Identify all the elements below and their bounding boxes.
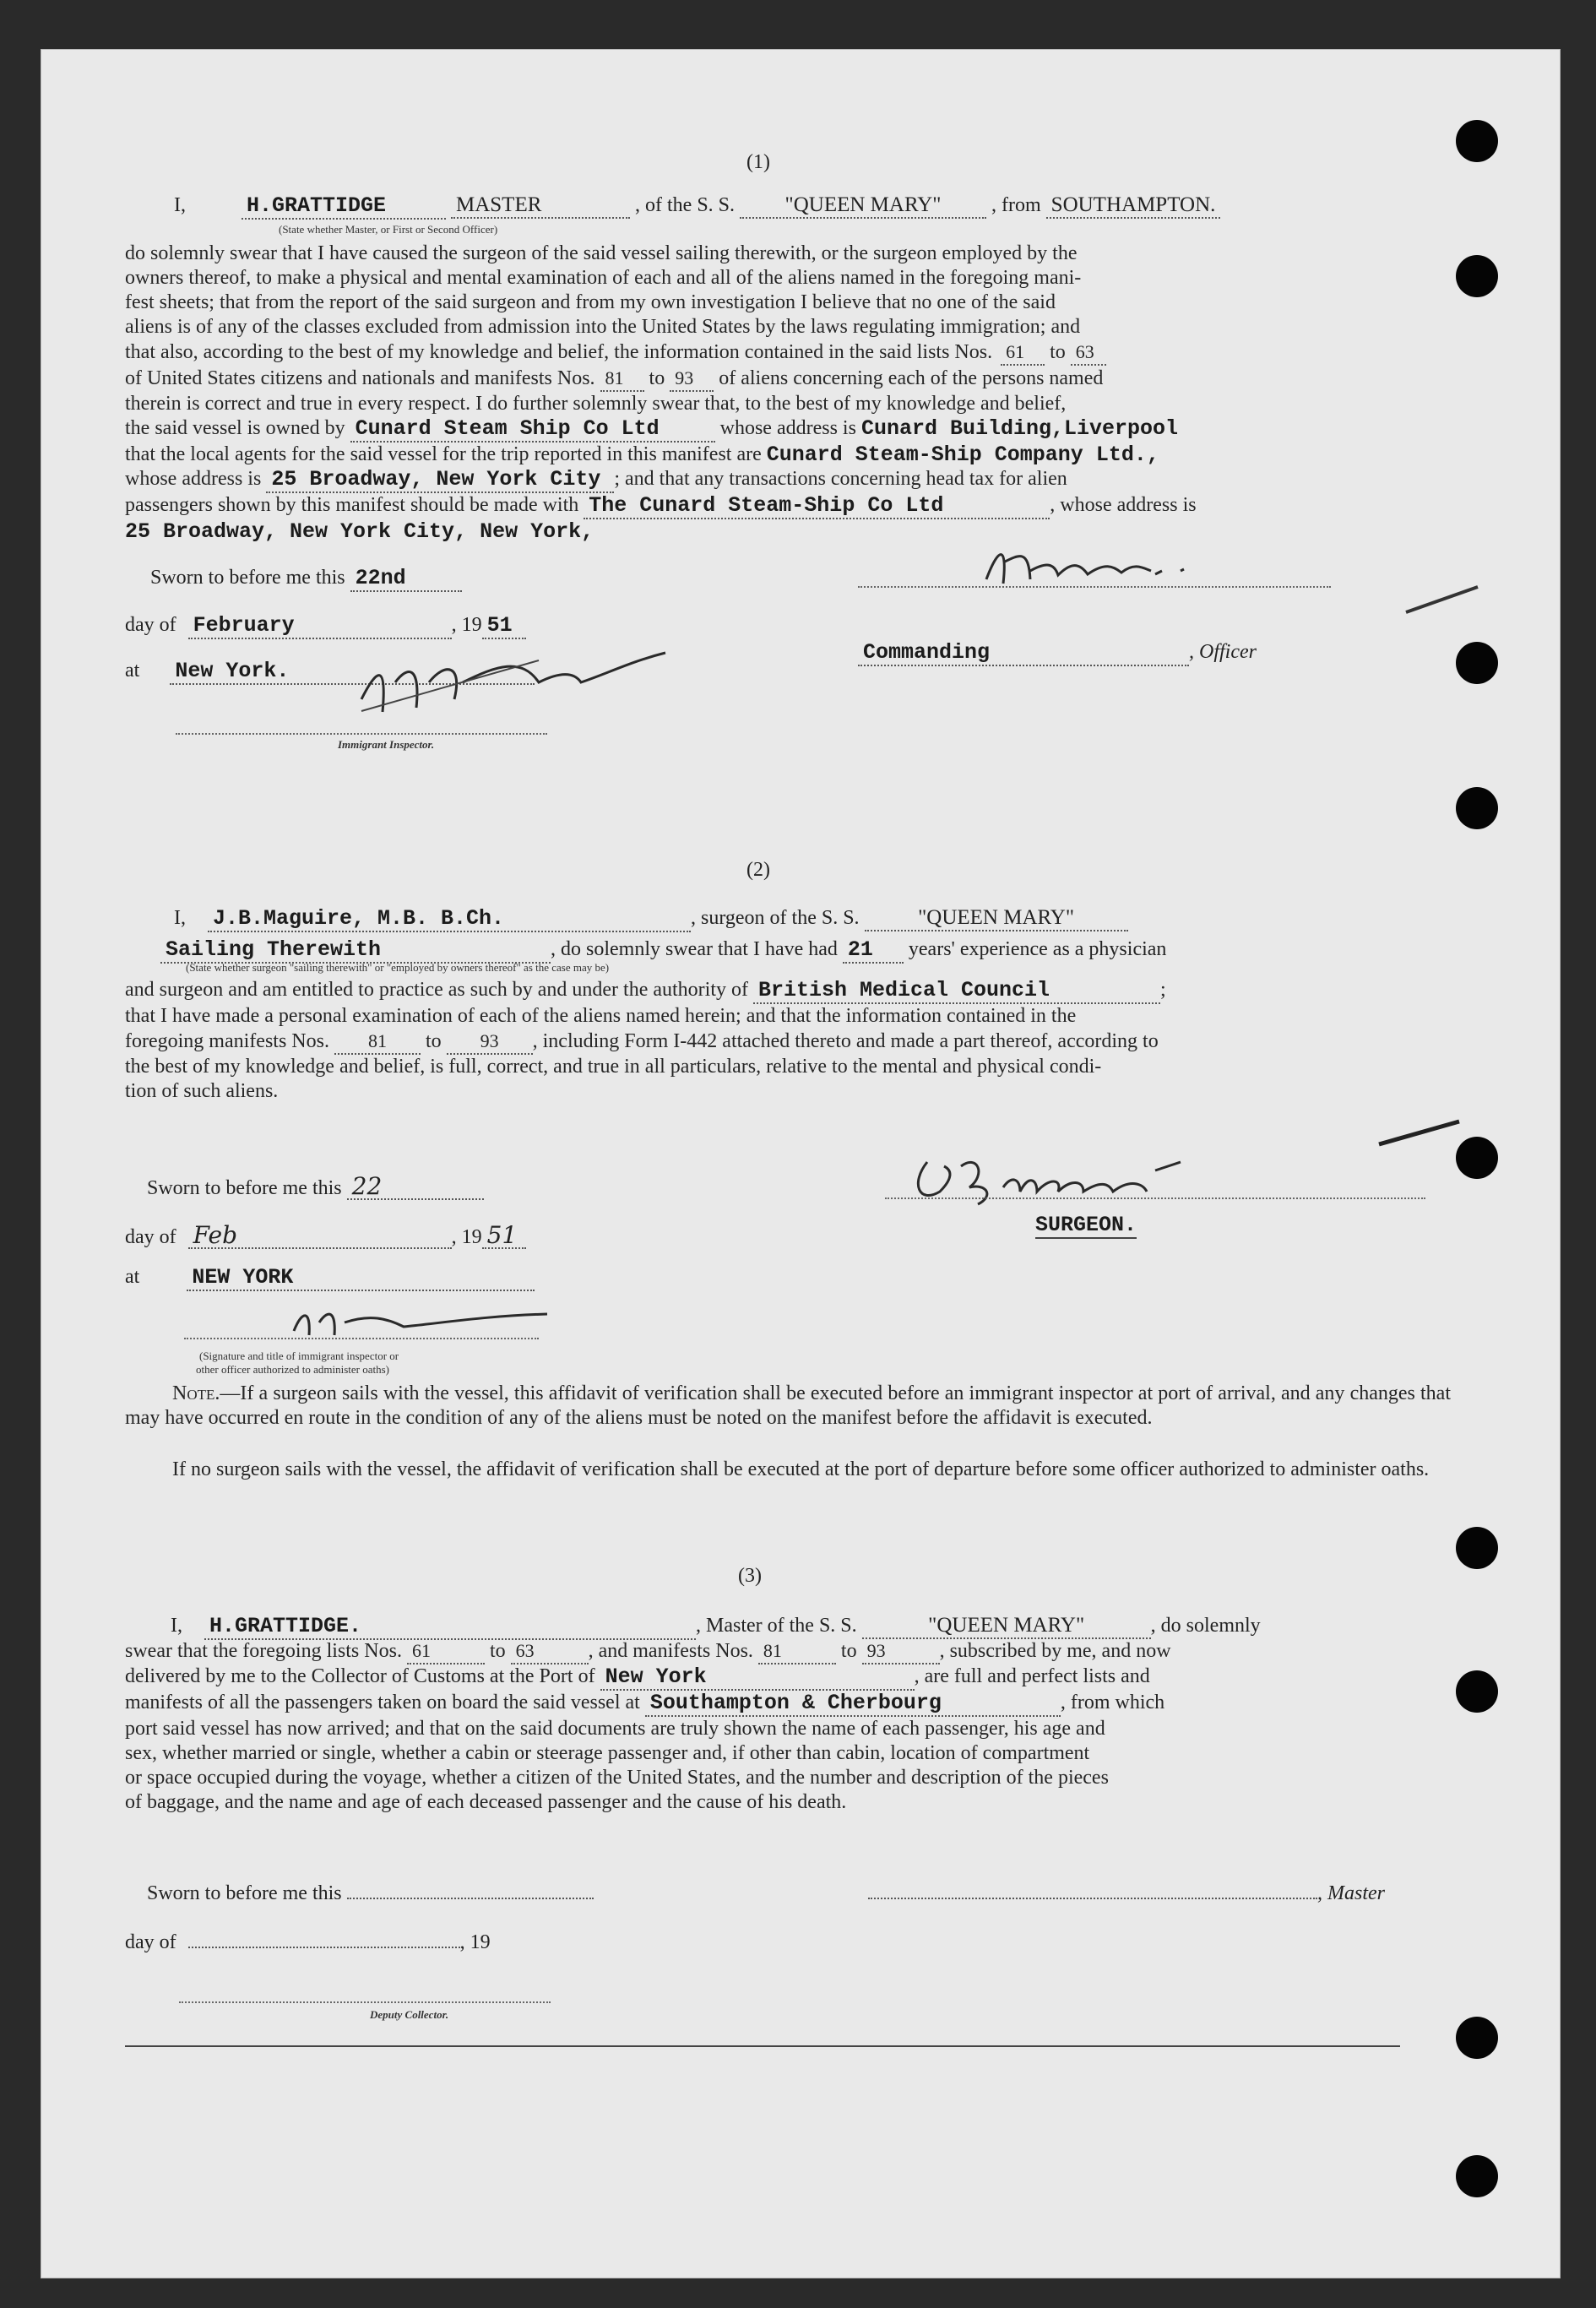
section-number-2: (2) — [746, 859, 770, 881]
s3-manifests-from: 81 — [758, 1638, 836, 1664]
para-line-manifests: of United States citizens and nationals and manifests Nos. 81 to 93 of aliens concerning each of the persons named — [125, 366, 1451, 392]
para-line: owners thereof, to make a physical and mental examination of each and all of the aliens named in the foregoing mani- — [125, 267, 1082, 289]
commanding-line: Commanding , Officer — [858, 640, 1257, 666]
master-signature — [978, 537, 1248, 596]
s3-port-line: delivered by me to the Collector of Customs at the Port of New York , are full and perfect lists and — [125, 1664, 1150, 1689]
collector-signature-line — [179, 2001, 551, 2003]
surgeon-paragraph — [125, 978, 1451, 1104]
sailing-field: Sailing Therewith — [160, 937, 551, 964]
surgeon-name-field: J.B.Maguire, M.B. B.Ch. — [208, 906, 691, 932]
para-line-headtax: passengers shown by this manifest should be made with The Cunard Steam-Ship Co Ltd , whose address is — [125, 493, 1197, 518]
lists-to-field: 63 — [1071, 339, 1106, 366]
para-line: fest sheets; that from the report of the said surgeon and from my own investigation I believe that no one of the said — [125, 291, 1056, 313]
sig-caption-2: other officer authorized to administer oaths) — [196, 1363, 389, 1376]
day-of-line-2: day of Feb , 19 51 — [125, 1223, 526, 1250]
note-text: —If a surgeon sails with the vessel, this affidavit of verification shall be executed before an immigrant inspector at port of arrival, and any changes that may have occurred en route in the condition of any of the aliens must be noted on the manifest before the affidavit is executed. — [125, 1382, 1451, 1429]
sworn-day-1: 22nd — [350, 566, 462, 592]
surgeon-title: SURGEON. — [1035, 1213, 1137, 1237]
oath-paragraph-1 — [125, 242, 1451, 544]
year-field-1: 51 — [482, 613, 526, 639]
inspector-caption: Immigrant Inspector. — [338, 738, 435, 751]
master-sign-line: , Master — [868, 1882, 1385, 1906]
headtax-address-field: 25 Broadway, New York City, New York, — [125, 519, 594, 544]
year-field-2: 51 — [482, 1223, 526, 1249]
sailing-line: Sailing Therewith , do solemnly swear that I have had 21 years' experience as a physician — [160, 937, 1166, 964]
s3-lists-from: 61 — [407, 1638, 485, 1664]
master-name-field: H.GRATTIDGE — [242, 193, 446, 220]
rank-caption: (State whether Master, or First or Second Officer) — [279, 223, 498, 236]
punch-hole — [1456, 2155, 1498, 2197]
para-line: of baggage, and the name and age of each deceased passenger and the cause of his death. — [125, 1791, 847, 1813]
punch-hole — [1456, 1670, 1498, 1713]
punch-hole — [1456, 1527, 1498, 1569]
s3-master-signature — [868, 1898, 1317, 1899]
para-line: tion of such aliens. — [125, 1080, 279, 1102]
para-line-owner: the said vessel is owned by Cunard Steam Ship Co Ltd whose address is Cunard Building,Liverpool — [125, 416, 1178, 441]
s3-embark-field: Southampton & Cherbourg — [645, 1691, 1061, 1717]
rank-field: MASTER — [451, 193, 630, 219]
s3-month-field — [188, 1947, 460, 1948]
punch-hole — [1456, 120, 1498, 162]
s3-master-name: H.GRATTIDGE. — [204, 1614, 696, 1640]
commanding-field: Commanding — [858, 640, 1189, 666]
para-line: port said vessel has now arrived; and that on the said documents are truly shown the name of each passenger, his age and — [125, 1718, 1105, 1740]
punch-hole — [1456, 2017, 1498, 2059]
oath-officer-line — [184, 1338, 539, 1339]
surgeon-manifests-to: 93 — [447, 1029, 533, 1055]
of-ss-text: , of the S. S. — [635, 194, 736, 216]
surgeon-ship-field: "QUEEN MARY" — [865, 905, 1128, 931]
day-of-line-3: day of , 19 — [125, 1931, 491, 1953]
authority-line: and surgeon and am entitled to practice as such by and under the authority of British Medical Council ; — [125, 978, 1166, 1002]
s3-lists-to: 63 — [511, 1638, 589, 1664]
month-field-1: February — [188, 613, 452, 639]
note-paragraph-2 — [125, 1458, 1451, 1482]
surgeon-manifests-line: foregoing manifests Nos. 81 to 93 , including Form I-442 attached thereto and made a part thereof, according to — [125, 1029, 1451, 1055]
to-word: to — [1050, 341, 1066, 363]
from-text: , from — [991, 194, 1041, 216]
punch-hole — [1456, 1137, 1498, 1179]
sailing-caption: (State whether surgeon "sailing therewith" or "employed by owners thereof" as the case may be) — [186, 961, 610, 974]
master-oath-line — [174, 193, 1220, 220]
surgeon-manifests-from: 81 — [334, 1029, 421, 1055]
inspector-signature-line — [176, 733, 547, 735]
para-line-lists: that also, according to the best of my knowledge and belief, the information contained in the said lists Nos. 61 to 63 — [125, 339, 1451, 366]
day-of-line-1: day of February , 19 51 — [125, 613, 526, 639]
note-label: Note. — [172, 1382, 220, 1404]
collector-paragraph — [125, 1638, 1451, 1815]
para-line: therein is correct and true in every respect. I do further solemnly swear that, to the best of my knowledge and belief, — [125, 393, 1067, 415]
i-label: I, — [174, 194, 186, 216]
section-number-1: (1) — [746, 151, 770, 173]
punch-hole — [1456, 787, 1498, 829]
s3-embark-line: manifests of all the passengers taken on board the said vessel at Southampton & Cherbourg , from which — [125, 1691, 1165, 1715]
collector-oath-line: I, H.GRATTIDGE. , Master of the S. S. "QUEEN MARY" , do solemnly — [171, 1614, 1261, 1638]
lists-from-field: 61 — [1001, 339, 1045, 366]
punch-hole — [1456, 642, 1498, 684]
para-line: that I have made a personal examination of each of the aliens named herein; and that the information contained in the — [125, 1005, 1077, 1027]
para-line: aliens is of any of the classes excluded from admission into the United States by the laws regulating immigration; and — [125, 316, 1081, 338]
manifest-page — [41, 49, 1561, 2278]
sig-caption-1: (Signature and title of immigrant inspector or — [199, 1350, 399, 1362]
para-line: or space occupied during the voyage, whether a citizen of the United States, and the number and description of the pieces — [125, 1767, 1109, 1789]
place-field-2: NEW YORK — [187, 1265, 535, 1291]
margin-pen-mark — [1402, 583, 1486, 616]
para-line: do solemnly swear that I have caused the surgeon of the said vessel sailing therewith, or the surgeon employed by the — [125, 242, 1078, 264]
agent-address-field: 25 Broadway, New York City — [266, 467, 614, 493]
s3-ship-field: "QUEEN MARY" — [862, 1613, 1151, 1639]
ship-name-field: "QUEEN MARY" — [740, 193, 986, 219]
ink-smudge — [345, 652, 547, 720]
s3-port-field: New York — [600, 1664, 915, 1691]
surgeon-signature — [902, 1145, 1257, 1213]
agents-field: Cunard Steam-Ship Company Ltd., — [766, 443, 1159, 467]
para-line: the best of my knowledge and belief, is full, correct, and true in all particulars, relative to the mental and physical condi- — [125, 1056, 1102, 1078]
margin-pen-mark — [1375, 1115, 1468, 1149]
para-line-agent-address: whose address is 25 Broadway, New York City ; and that any transactions concerning head tax for alien — [125, 467, 1067, 491]
sworn-day-2: 22 — [347, 1174, 484, 1200]
sworn-day-3 — [347, 1898, 594, 1899]
para-line-agents: that the local agents for the said vessel for the trip reported in this manifest are Cunard Steam-Ship Company Ltd., — [125, 443, 1159, 467]
collector-caption: Deputy Collector. — [370, 2008, 449, 2021]
section-number-3: (3) — [738, 1565, 762, 1587]
years-field: 21 — [843, 937, 904, 964]
oath-officer-signature — [277, 1297, 564, 1348]
at-line-1: at New York. — [125, 659, 535, 685]
punch-hole — [1456, 255, 1498, 297]
surgeon-oath-line: I, J.B.Maguire, M.B. B.Ch. , surgeon of the S. S. "QUEEN MARY" — [174, 905, 1128, 932]
headtax-party-field: The Cunard Steam-Ship Co Ltd — [584, 493, 1050, 519]
departure-port-field: SOUTHAMPTON. — [1046, 193, 1221, 219]
manifests-to-field: 93 — [670, 366, 714, 392]
note-text-2: If no surgeon sails with the vessel, the affidavit of verification shall be executed at the port of departure before some officer authorized to administer oaths. — [172, 1458, 1430, 1480]
s3-lists-line: swear that the foregoing lists Nos. 61 to 63 , and manifests Nos. 81 to 93 , subscribed by me, and now — [125, 1638, 1451, 1664]
sworn-line-2: Sworn to before me this 22 — [147, 1174, 484, 1201]
sworn-line-3: Sworn to before me this — [147, 1882, 594, 1906]
at-line-2: at NEW YORK — [125, 1265, 535, 1291]
place-field-1: New York. — [170, 659, 535, 685]
note-paragraph — [125, 1382, 1451, 1431]
para-line: sex, whether married or single, whether a cabin or steerage passenger and, if other than cabin, location of compartment — [125, 1742, 1090, 1764]
sworn-line-1: Sworn to before me this 22nd — [150, 566, 462, 592]
owner-address-field: Cunard Building,Liverpool — [860, 416, 1178, 441]
authority-field: British Medical Council — [753, 978, 1160, 1004]
month-field-2: Feb — [188, 1223, 452, 1249]
bottom-rule — [125, 2045, 1400, 2047]
surgeon-signature-line — [885, 1197, 1425, 1199]
s3-manifests-to: 93 — [862, 1638, 940, 1664]
manifests-from-field: 81 — [600, 366, 644, 392]
owner-field: Cunard Steam Ship Co Ltd — [350, 416, 715, 443]
